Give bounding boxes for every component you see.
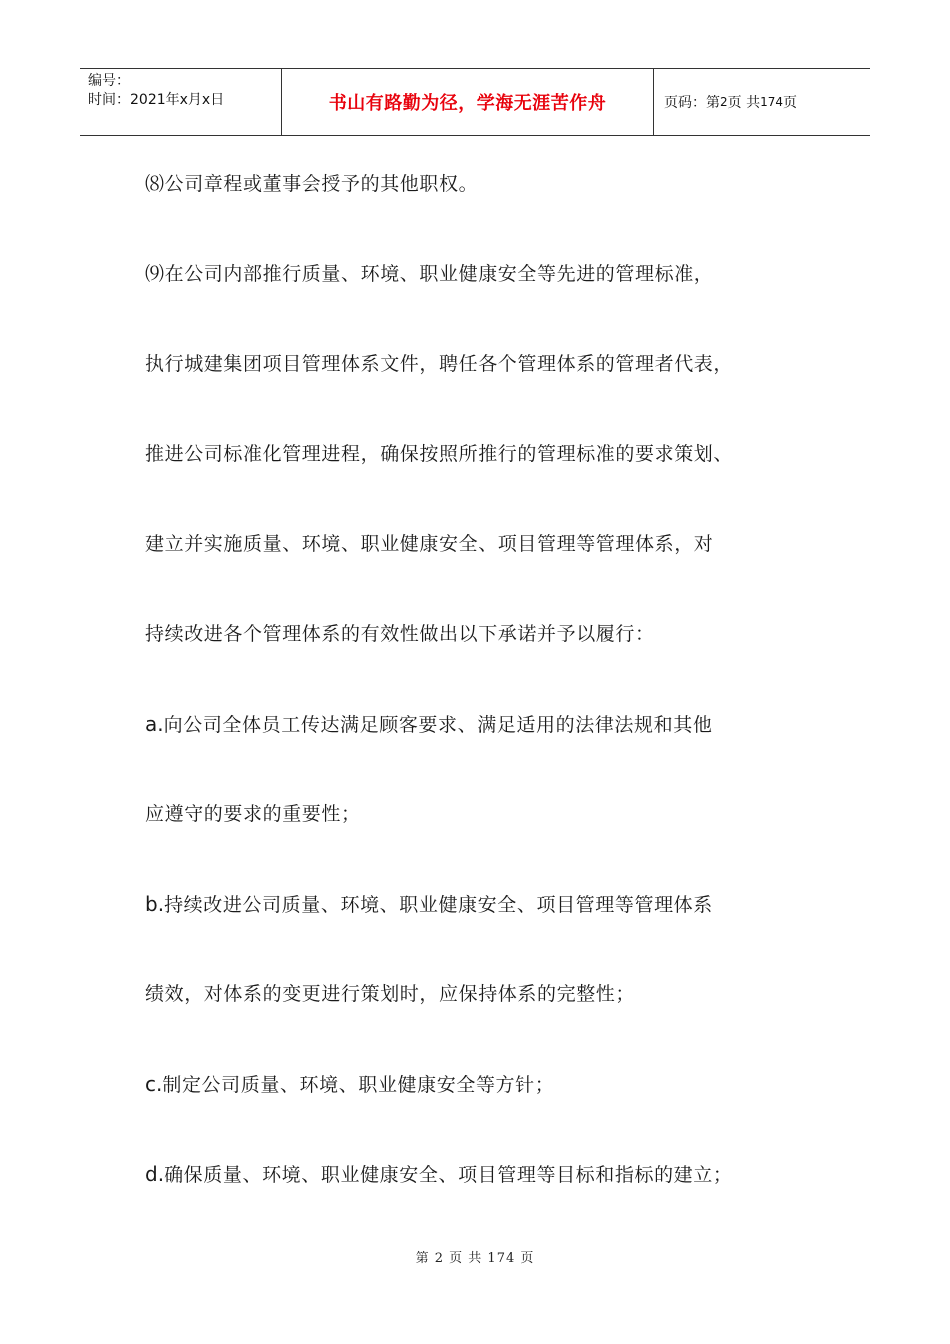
body-line: 持续改进各个管理体系的有效性做出以下承诺并予以履行： — [145, 623, 655, 645]
body-line: c.制定公司质量、环境、职业健康安全等方针； — [145, 1072, 555, 1096]
document-body — [145, 160, 825, 1240]
body-line: d.确保质量、环境、职业健康安全、项目管理等目标和指标的建立； — [145, 1162, 733, 1186]
page-mid: 页 共 — [727, 95, 761, 111]
body-line: 绩效，对体系的变更进行策划时，应保持体系的完整性； — [145, 983, 636, 1005]
list-marker: d. — [145, 1162, 165, 1186]
header-motto: 书山有路勤为径，学海无涯苦作舟 — [282, 69, 654, 135]
header-meta — [80, 69, 282, 135]
body-line: 执行城建集团项目管理体系文件，聘任各个管理体系的管理者代表， — [145, 353, 734, 375]
list-marker: b. — [145, 892, 165, 916]
list-marker: a. — [145, 712, 164, 736]
document-time-label: 时间：2021年x月x日 — [88, 92, 225, 108]
body-line: 应遵守的要求的重要性； — [145, 803, 361, 825]
page-total: 174 — [760, 95, 783, 109]
document-number-label: 编号： — [88, 73, 130, 89]
body-line: ⑻公司章程或董事会授予的其他职权。 — [145, 173, 479, 195]
body-line: 建立并实施质量、环境、职业健康安全、项目管理等管理体系，对 — [145, 533, 714, 555]
body-line: b.持续改进公司质量、环境、职业健康安全、项目管理等管理体系 — [145, 892, 713, 916]
list-marker: c. — [145, 1072, 163, 1096]
body-line: 推进公司标准化管理进程，确保按照所推行的管理标准的要求策划、 — [145, 443, 734, 465]
page-header — [80, 68, 870, 136]
header-page-info — [654, 69, 870, 135]
page-footer: 第 2 页 共 174 页 — [415, 1251, 535, 1266]
page-current: 2 — [720, 95, 728, 109]
body-line: a.向公司全体员工传达满足顾客要求、满足适用的法律法规和其他 — [145, 712, 713, 736]
page-suffix: 页 — [783, 95, 797, 111]
body-line: ⑼在公司内部推行质量、环境、职业健康安全等先进的管理标准， — [145, 263, 714, 285]
page-prefix: 页码：第 — [664, 95, 720, 111]
